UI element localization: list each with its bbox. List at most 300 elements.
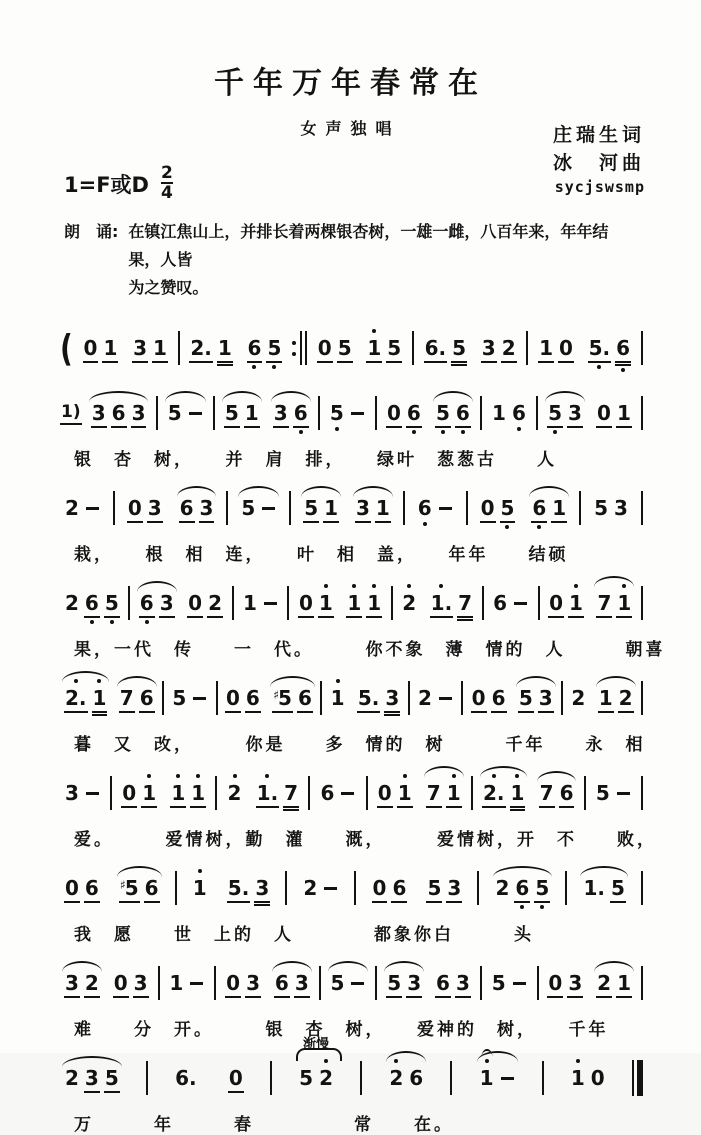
note-group	[117, 781, 161, 805]
duration-underline	[451, 361, 467, 363]
barline	[461, 681, 463, 715]
duration-underline	[616, 616, 632, 618]
duration-underline	[426, 806, 442, 808]
note: 2.	[65, 686, 87, 710]
duration-underline	[83, 361, 99, 363]
note-group	[128, 336, 172, 360]
note: 0	[84, 336, 98, 360]
music-row	[60, 480, 643, 536]
note: 2	[85, 971, 99, 995]
note-group	[527, 496, 571, 520]
duration-underline	[457, 616, 473, 618]
note-group	[313, 336, 357, 360]
note: 6	[275, 971, 289, 995]
note: 3	[148, 496, 162, 520]
duration-underline	[510, 806, 526, 808]
barline	[641, 776, 643, 810]
duration-underline	[397, 806, 413, 808]
intro-paren: (	[60, 326, 73, 370]
note: 5	[452, 336, 466, 360]
duration-underline	[199, 521, 215, 523]
duration-underline	[133, 996, 149, 998]
final-barline-thick	[637, 1060, 643, 1096]
barline	[641, 681, 643, 715]
duration-underline	[518, 711, 534, 713]
note: 6	[493, 591, 508, 615]
duration-underline	[384, 714, 400, 716]
final-barline-thin	[632, 1060, 634, 1096]
barline	[403, 491, 405, 525]
barline	[215, 776, 217, 810]
note: 5	[387, 336, 401, 360]
note: 6	[145, 876, 159, 900]
note: 5	[427, 876, 441, 900]
note: 1	[153, 336, 167, 360]
duration-underline	[366, 361, 382, 363]
note: 2	[597, 971, 611, 995]
lyrics-line: 爱。 爱情树，勤 灌 溉， 爱情树，开 不 败，	[74, 830, 657, 850]
note: 6	[180, 496, 194, 520]
note-group	[269, 401, 313, 425]
music-row	[60, 955, 643, 1011]
note: 3	[356, 496, 370, 520]
recitation-block	[64, 218, 637, 302]
duration-underline	[297, 711, 313, 713]
note: 0	[65, 876, 79, 900]
low-octave-dot	[299, 430, 303, 434]
note: 1	[617, 971, 631, 995]
note: 1	[569, 591, 583, 615]
note-group	[268, 686, 317, 710]
barline	[641, 871, 643, 905]
note: 7	[540, 781, 554, 805]
duration-underline	[610, 901, 626, 903]
duration-underline	[357, 711, 381, 713]
watermark-text: sycjswsmp	[554, 178, 645, 197]
note-group	[166, 781, 210, 805]
note: 1	[245, 401, 259, 425]
note: 6	[392, 876, 406, 900]
duration-underline	[121, 806, 137, 808]
barline	[285, 871, 287, 905]
note: 5.	[589, 336, 611, 360]
duration-underline	[480, 521, 496, 523]
music-row	[60, 320, 643, 376]
note: 1	[398, 781, 412, 805]
duration-underline	[538, 361, 554, 363]
barline	[561, 681, 563, 715]
music-row	[60, 575, 643, 631]
barline	[466, 491, 468, 525]
note: 1	[539, 336, 553, 360]
note: 3	[92, 401, 106, 425]
duration-underline	[147, 521, 163, 523]
duration-underline	[355, 521, 371, 523]
note-group	[243, 336, 287, 360]
duration-underline	[406, 996, 422, 998]
high-octave-dot	[492, 774, 496, 778]
duration-underline	[424, 361, 448, 363]
note: 6	[532, 496, 546, 520]
note: 1	[571, 1066, 585, 1090]
duration-underline	[548, 616, 564, 618]
music-system	[60, 320, 643, 376]
duration-underline	[551, 521, 567, 523]
duration-underline	[430, 616, 454, 618]
slur-arc	[594, 576, 634, 587]
note: 3	[65, 971, 79, 995]
duration-underline	[64, 711, 88, 713]
note-group	[487, 401, 531, 425]
note-group	[476, 496, 520, 520]
barline	[354, 871, 356, 905]
volta-1-marker: 1)	[60, 402, 82, 425]
music-system	[60, 1037, 643, 1135]
duration-underline	[225, 996, 241, 998]
note: 7	[597, 591, 611, 615]
note	[261, 496, 276, 520]
note: 2	[418, 686, 432, 710]
note-group	[475, 1066, 520, 1090]
duration-underline	[531, 521, 547, 523]
recitation-label: 朗 诵:	[64, 222, 119, 241]
note-group	[224, 1066, 248, 1090]
note: 1	[93, 686, 107, 710]
credits-block	[553, 122, 645, 199]
duration-underline	[152, 361, 168, 363]
duration-underline	[500, 521, 516, 523]
duration-underline	[84, 1091, 100, 1093]
low-octave-dot	[540, 905, 544, 909]
duration-underline	[113, 996, 129, 998]
repeat-dots	[292, 341, 296, 356]
note: 6	[560, 781, 574, 805]
note-group	[566, 686, 590, 710]
duration-underline	[244, 426, 260, 428]
low-octave-dot	[597, 365, 601, 369]
low-octave-dot	[441, 430, 445, 434]
note: 2	[495, 876, 510, 900]
barline	[565, 871, 567, 905]
duration-underline	[283, 806, 299, 808]
note-group	[60, 686, 111, 710]
low-octave-dot	[461, 430, 465, 434]
barline	[480, 396, 482, 430]
note	[189, 971, 204, 995]
note: 2	[65, 591, 79, 615]
barline	[320, 681, 322, 715]
barline	[270, 1061, 272, 1095]
barline	[584, 776, 586, 810]
high-octave-dot	[198, 869, 202, 873]
note	[188, 401, 203, 425]
note: 3	[295, 971, 309, 995]
high-octave-dot	[324, 584, 328, 588]
note-group	[115, 686, 159, 710]
note-group	[478, 781, 529, 805]
barline	[110, 776, 112, 810]
barline	[375, 966, 377, 1000]
lyrics-line: 万 年 春 常 在。	[74, 1115, 454, 1135]
duration-underline	[366, 616, 382, 618]
barline	[146, 1061, 148, 1095]
duration-underline	[228, 1091, 244, 1093]
duration-underline	[615, 361, 631, 363]
repeat-dot	[292, 341, 296, 345]
barline	[408, 681, 410, 715]
duration-underline	[446, 806, 462, 808]
note: 0	[472, 686, 486, 710]
lyrics-line: 我 愿 世 上的 人 都象你白 头	[74, 925, 534, 945]
music-row	[60, 670, 643, 726]
note: 2.	[483, 781, 505, 805]
performance-type: 女声独唱	[300, 119, 401, 138]
note: 3	[160, 591, 174, 615]
duration-underline	[384, 711, 400, 713]
note-group	[397, 591, 421, 615]
note: 0	[559, 336, 573, 360]
note-group	[353, 686, 404, 710]
duration-underline	[615, 364, 631, 366]
note-group	[236, 496, 281, 520]
note: 3	[246, 971, 260, 995]
low-octave-dot	[537, 525, 541, 529]
barline	[305, 331, 307, 365]
duration-underline	[567, 996, 583, 998]
note-group	[298, 876, 343, 900]
note: 6	[248, 336, 262, 360]
high-octave-dot	[74, 679, 78, 683]
high-octave-dot	[439, 584, 443, 588]
note: 1	[103, 336, 117, 360]
duration-underline	[534, 901, 550, 903]
note-group	[382, 971, 426, 995]
note: 1	[142, 781, 156, 805]
duration-underline	[558, 361, 574, 363]
barline	[471, 776, 473, 810]
note: 3	[614, 496, 628, 520]
duration-underline	[266, 361, 282, 363]
note: 5	[172, 686, 187, 710]
note-group	[270, 971, 314, 995]
note: 7	[427, 781, 441, 805]
high-octave-dot	[147, 774, 151, 778]
note: 1	[599, 686, 613, 710]
duration-underline	[111, 426, 127, 428]
note-group	[351, 496, 395, 520]
note: 1	[218, 336, 232, 360]
note-group	[491, 876, 555, 900]
note	[438, 686, 453, 710]
note-group	[382, 401, 426, 425]
note-group	[60, 496, 105, 520]
note: 5	[548, 401, 562, 425]
note: 0	[378, 781, 392, 805]
barline	[480, 966, 482, 1000]
note: 6.	[175, 1066, 197, 1090]
note: 5	[595, 781, 610, 805]
high-octave-dot	[372, 329, 376, 333]
duration-underline	[92, 714, 108, 716]
barline	[319, 966, 321, 1000]
barline	[412, 331, 414, 365]
duration-underline	[293, 426, 309, 428]
duration-underline	[119, 901, 140, 903]
note-group	[223, 876, 274, 900]
recitation-line-1: 在镇江焦山上，并排长着两棵银杏树，一雄一雌，八百年来，年年结果，人皆	[128, 222, 609, 269]
note: 5	[105, 1066, 119, 1090]
note-group	[60, 591, 124, 615]
low-octave-dot	[423, 522, 427, 526]
high-octave-dot	[97, 679, 101, 683]
duration-underline	[274, 996, 290, 998]
note: 1	[367, 336, 381, 360]
note: 0	[128, 496, 142, 520]
repeat-barline	[292, 330, 307, 366]
music-system	[60, 575, 666, 660]
duration-underline	[538, 711, 554, 713]
note-group	[326, 686, 350, 710]
duration-underline	[514, 901, 530, 903]
barline	[156, 396, 158, 430]
barline	[158, 966, 160, 1000]
high-octave-dot	[407, 584, 411, 588]
high-octave-dot	[196, 774, 200, 778]
note: 0	[122, 781, 136, 805]
note-group	[123, 496, 167, 520]
duration-underline	[377, 806, 393, 808]
barline	[536, 396, 538, 430]
barline	[232, 586, 234, 620]
duration-underline	[539, 806, 555, 808]
duration-underline	[337, 361, 353, 363]
note: 1	[171, 781, 185, 805]
duration-underline	[596, 616, 612, 618]
note-group	[413, 496, 458, 520]
duration-underline	[247, 361, 263, 363]
note	[85, 496, 100, 520]
duration-underline	[491, 711, 507, 713]
note	[500, 1066, 515, 1090]
duration-underline	[386, 996, 402, 998]
barline	[641, 396, 643, 430]
note: 2	[502, 336, 516, 360]
low-octave-dot	[335, 427, 339, 431]
note: 1	[367, 591, 381, 615]
barline	[641, 966, 643, 1000]
barline	[537, 966, 539, 1000]
note: 0	[373, 876, 387, 900]
note-group	[326, 971, 371, 995]
barline	[287, 586, 289, 620]
note-group	[167, 686, 212, 710]
note: 2	[402, 591, 416, 615]
note: 3	[132, 401, 146, 425]
barline	[128, 586, 130, 620]
note: 6	[492, 686, 506, 710]
high-octave-dot	[485, 1059, 489, 1063]
note: 5	[330, 971, 345, 995]
duration-underline	[119, 711, 135, 713]
duration-underline	[446, 901, 462, 903]
duration-underline	[426, 901, 442, 903]
note: 6	[246, 686, 260, 710]
note: 2	[303, 876, 318, 900]
note-group	[60, 1066, 124, 1090]
note	[512, 971, 527, 995]
note: 2	[65, 1066, 79, 1090]
note	[438, 496, 453, 520]
duration-underline	[64, 901, 80, 903]
barline	[162, 681, 164, 715]
duration-underline	[132, 361, 148, 363]
note: 1	[193, 876, 207, 900]
note: 1	[492, 401, 506, 425]
duration-underline	[318, 616, 334, 618]
note: 6	[85, 591, 99, 615]
notation-systems	[60, 320, 666, 1135]
note: 5	[225, 401, 239, 425]
note: 6	[298, 686, 312, 710]
note: 5	[535, 876, 549, 900]
note: 5	[304, 496, 318, 520]
song-title: 千年万年春常在	[214, 66, 487, 101]
duration-underline	[102, 361, 118, 363]
note-group	[87, 401, 151, 425]
note: 3	[482, 336, 496, 360]
note: 3	[274, 401, 288, 425]
slur-arc	[62, 671, 109, 682]
note-group	[544, 591, 588, 615]
duration-underline	[588, 361, 612, 363]
note-group	[514, 686, 558, 710]
duration-underline	[207, 616, 223, 618]
music-system	[60, 955, 643, 1040]
duration-underline	[189, 361, 213, 363]
duration-underline	[455, 996, 471, 998]
duration-underline	[547, 996, 563, 998]
note: 2	[228, 781, 242, 805]
barline	[214, 966, 216, 1000]
note: 1.	[431, 591, 453, 615]
duration-underline	[84, 616, 100, 618]
note: 6	[140, 591, 154, 615]
note: 1	[191, 781, 205, 805]
low-octave-dot	[412, 430, 416, 434]
barline	[477, 871, 479, 905]
note: 7	[458, 591, 472, 615]
note-group	[592, 591, 636, 615]
note: 6	[512, 401, 526, 425]
high-octave-dot	[576, 1059, 580, 1063]
duration-underline	[187, 616, 203, 618]
duration-underline	[254, 904, 270, 906]
note: 3	[447, 876, 461, 900]
barline	[175, 871, 177, 905]
barline	[289, 491, 291, 525]
slur-arc	[480, 766, 527, 777]
barline	[300, 331, 302, 365]
note-group	[185, 336, 236, 360]
duration-underline	[323, 521, 339, 523]
high-octave-dot	[176, 774, 180, 778]
note: 3	[65, 781, 79, 805]
low-octave-dot	[517, 427, 521, 431]
note-group	[188, 876, 212, 900]
barline	[360, 1061, 362, 1095]
duration-underline	[139, 616, 155, 618]
note: 1	[480, 1066, 494, 1090]
